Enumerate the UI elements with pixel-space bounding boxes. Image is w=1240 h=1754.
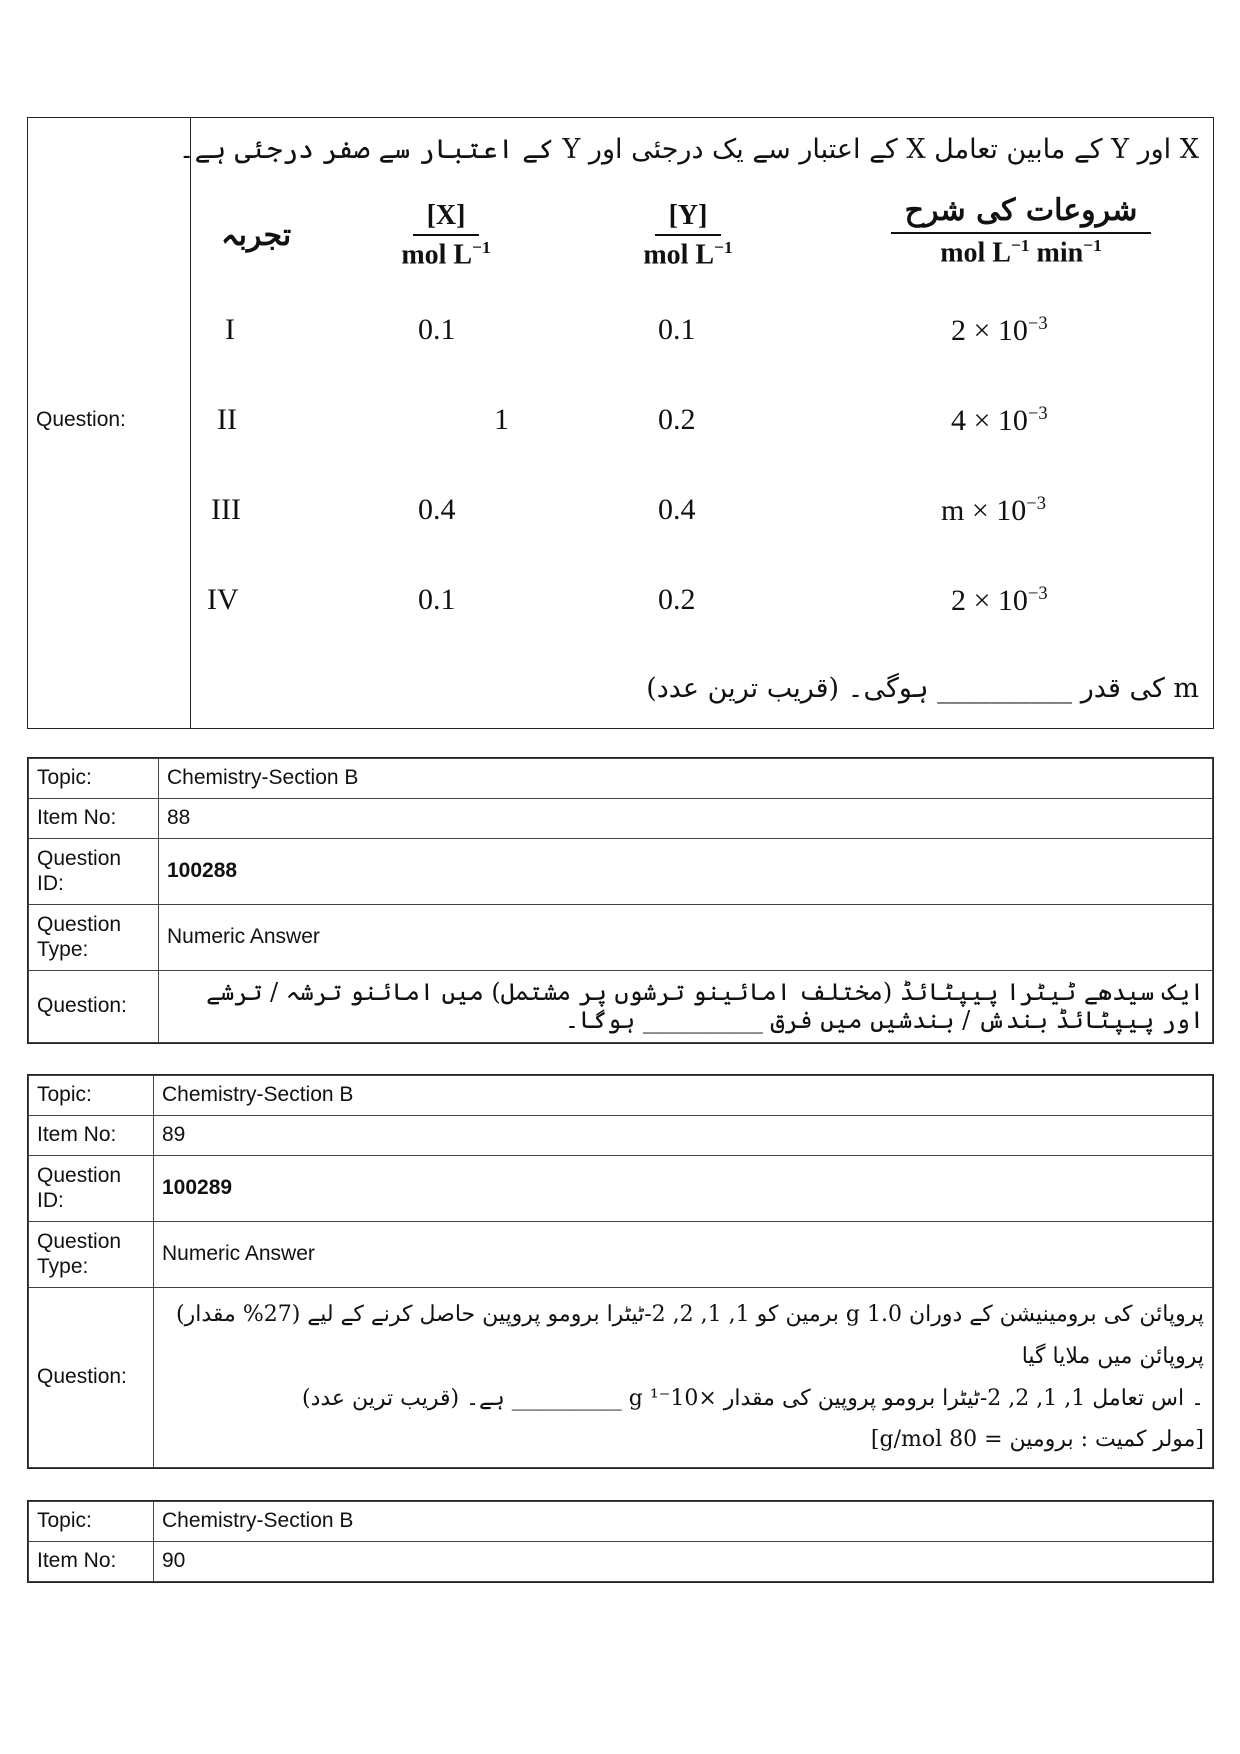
question-line: پروپائن کی برومینیشن کے دوران 1.0 g برمین کو 1, 1, 2, 2-ٹیٹرا برومو پروپین حاصل کرنے کے لیے (27% مقدار) پروپائن میں ملایا گیا <box>176 1301 1204 1369</box>
row-exp: II <box>217 403 237 436</box>
question-id-label: Question ID: <box>29 839 159 905</box>
item-label: Item No: <box>29 1116 154 1156</box>
row-y: 0.2 <box>658 583 696 616</box>
question-text <box>154 1288 1213 1468</box>
question-id-label: Question ID: <box>29 1156 154 1222</box>
topic-value: Chemistry-Section B <box>159 759 1213 799</box>
question-content <box>178 118 1213 728</box>
question-statement: X اور Y کے مابین تعامل X کے اعتبار سے یک درجئی اور Y کے اعتبار سے صفر درجئی ہے۔ <box>178 134 1199 165</box>
topic-value: Chemistry-Section B <box>154 1502 1213 1542</box>
item-label: Item No: <box>29 1542 154 1582</box>
row-exp: III <box>211 493 241 526</box>
question-text: ایک سیدھے ٹیٹرا پیپٹائڈ (مختلف امائینو ترشوں پر مشتمل) میں امائنو ترشہ / ترشے اور پیپٹائڈ بندش / بندشیں میں فرق __________ ہوگا۔ <box>159 971 1213 1043</box>
question-block-89 <box>27 1074 1214 1469</box>
question-block-90 <box>27 1500 1214 1583</box>
question-line: [مولر کمیت : برومین = 80 g/mol] <box>870 1427 1204 1453</box>
header-experiment: تجربہ <box>221 218 292 253</box>
question-line: ۔ اس تعامل 1, 1, 2, 2-ٹیٹرا برومو پروپین کی مقدار ×10⁻¹ g __________ ہے۔ (قریب ترین عدد) <box>302 1385 1204 1411</box>
question-label-cell <box>28 118 191 728</box>
question-type-value: Numeric Answer <box>159 905 1213 971</box>
question-type-label: Question Type: <box>29 1222 154 1288</box>
question-label: Question: <box>36 408 126 431</box>
row-y: 0.2 <box>658 403 696 436</box>
row-rate: $2 \times 10^{-3}$ <box>951 583 1048 617</box>
item-label: Item No: <box>29 799 159 839</box>
topic-label: Topic: <box>29 1076 154 1116</box>
question-type-value: Numeric Answer <box>154 1222 1213 1288</box>
question-id-value: 100289 <box>154 1156 1213 1222</box>
header-y: [Y] mol $L^{-1}$ <box>643 200 733 271</box>
question-block-87 <box>27 117 1214 729</box>
question-type-label: Question Type: <box>29 905 159 971</box>
question-block-88 <box>27 757 1214 1044</box>
question-label: Question: <box>29 1288 154 1468</box>
row-rate: $4 \times 10^{-3}$ <box>951 403 1048 437</box>
row-x: 0.4 <box>418 493 456 526</box>
row-x: 1 <box>494 403 509 436</box>
topic-label: Topic: <box>29 1502 154 1542</box>
row-y: 0.4 <box>658 493 696 526</box>
row-exp: I <box>225 313 235 346</box>
topic-label: Topic: <box>29 759 159 799</box>
item-value: 88 <box>159 799 1213 839</box>
row-x: 0.1 <box>418 313 456 346</box>
question-footer: m کی قدر __________ ہوگی۔ (قریب ترین عدد) <box>646 673 1199 704</box>
row-x: 0.1 <box>418 583 456 616</box>
question-label: Question: <box>29 971 159 1043</box>
item-value: 89 <box>154 1116 1213 1156</box>
item-value: 90 <box>154 1542 1213 1582</box>
row-rate: $m \times 10^{-3}$ <box>941 493 1047 527</box>
question-id-value: 100288 <box>159 839 1213 905</box>
topic-value: Chemistry-Section B <box>154 1076 1213 1116</box>
row-rate: $2 \times 10^{-3}$ <box>951 313 1048 347</box>
row-exp: IV <box>207 583 239 616</box>
header-rate: شروعات کی شرح mol $L^{-1}$ $\min^{-1}$ <box>891 193 1151 269</box>
header-x: [X] mol $L^{-1}$ <box>401 200 491 271</box>
row-y: 0.1 <box>658 313 696 346</box>
